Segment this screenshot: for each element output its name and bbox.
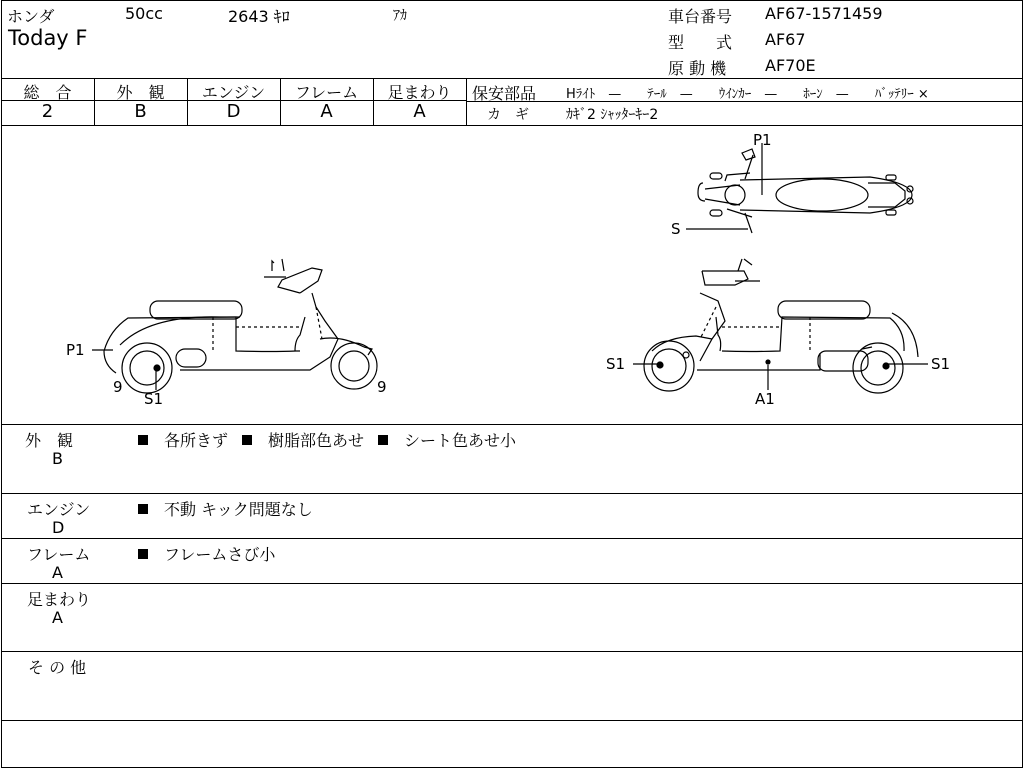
note-item: 不動 キック問題なし [164,500,313,519]
scooter-left-view [92,259,377,393]
note-appearance-grade: B [52,449,63,468]
grade-header-overall: 総 合 [23,83,72,102]
note-appearance-label: 外 観 [25,431,74,450]
bullet-icon [138,504,148,514]
type-value: AF67 [765,30,806,49]
grade-overall: 2 [41,101,54,122]
color: ｱｶ [393,8,407,24]
label-right-a1: A1 [755,390,775,408]
scooter-right-view [633,259,928,393]
note-frame-items [138,542,275,565]
note-item: 樹脂部色あせ [268,431,365,450]
rule [1,583,1022,584]
bullet-icon [138,549,148,559]
engine-value: AF70E [765,56,816,75]
model-name: Today F [8,26,88,50]
label-right-s1-front: S1 [606,355,626,373]
grade-header-engine: エンジン [201,83,266,102]
grade-header-frame: フレーム [294,83,359,102]
note-suspension-grade: A [52,608,63,627]
grade-suspension: A [413,101,426,122]
rule [1,78,1022,79]
chassis-value: AF67-1571459 [765,4,883,23]
label-top-p1: P1 [753,131,772,149]
engine-label: 原 動 機 [668,59,727,78]
grade-appearance: B [134,101,147,122]
parts-label: 保安部品 [472,84,537,103]
chassis-label: 車台番号 [668,7,733,26]
parts-items: Hﾗｲﾄ — ﾃｰﾙ — ｳｲﾝｶｰ — ﾎｰﾝ — ﾊﾞｯﾃﾘｰ × [566,87,929,102]
type-label: 型 式 [668,33,733,52]
key-label: カ ギ [487,107,529,123]
rule [466,78,467,125]
grade-engine: D [226,101,241,122]
bullet-icon [138,435,148,445]
label-top-s: S [671,220,681,238]
note-frame-grade: A [52,563,63,582]
note-other-label: そ の 他 [28,658,87,677]
maker: ホンダ [7,7,55,26]
note-item: シート色あせ小 [404,431,517,450]
rule [1,538,1022,539]
note-engine-grade: D [52,518,65,537]
note-item: 各所きず [164,431,229,450]
label-left-s1: S1 [144,390,164,408]
label-left-p1: P1 [66,341,85,359]
label-left-9-rear: 9 [377,378,387,396]
rule [1,720,1022,721]
label-right-s1-rear: S1 [931,355,951,373]
note-item: フレームさび小 [164,545,276,564]
key-value: ｶｷﾞ2 ｼｬｯﾀｰｷｰ2 [566,107,659,123]
note-suspension-label: 足まわり [27,590,92,609]
displacement: 50cc [125,4,163,23]
rule [1,493,1022,494]
bullet-icon [378,435,388,445]
scooter-top-view [686,143,913,233]
note-engine-items [138,497,313,520]
rule [1,651,1022,652]
note-engine-label: エンジン [27,500,91,519]
grade-header-suspension: 足まわり [387,83,452,102]
label-left-9-front: 9 [113,378,123,396]
note-frame-label: フレーム [27,545,91,564]
grade-header-appearance: 外 観 [116,83,165,102]
mileage: 2643 ｷﾛ [228,7,290,26]
grade-frame: A [320,101,333,122]
scooter-diagram [0,125,1024,425]
note-appearance-items [138,428,516,451]
bullet-icon [242,435,252,445]
